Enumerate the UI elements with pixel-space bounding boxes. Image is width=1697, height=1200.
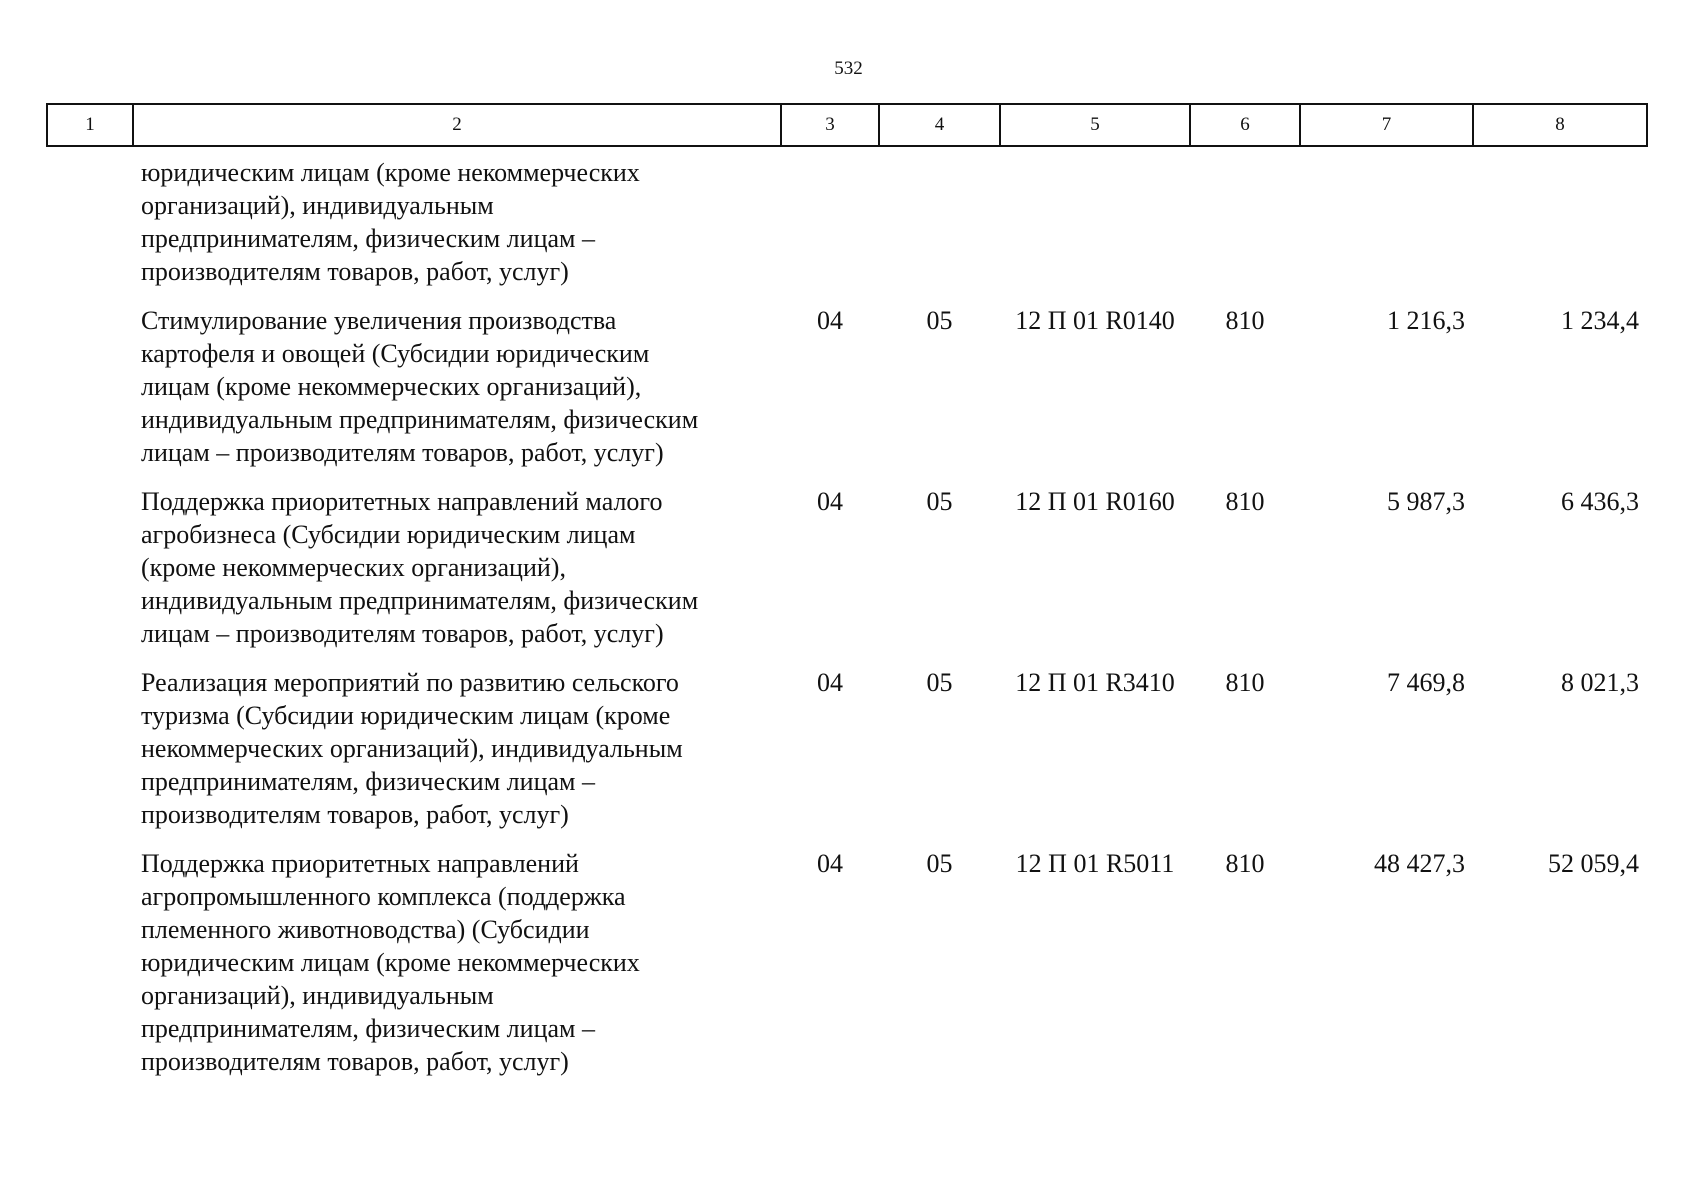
header-col-7: 7 <box>1300 104 1473 146</box>
subsection-cell <box>879 146 1000 304</box>
amount-year2-cell: 6 436,3 <box>1561 487 1639 516</box>
description-line: производителям товаров, работ, услуг) <box>141 800 569 829</box>
row-number-cell <box>47 146 133 304</box>
header-col-3: 3 <box>781 104 879 146</box>
subsection-cell: 05 <box>926 487 953 516</box>
description-line: некоммерческих организаций), индивидуальным <box>141 734 683 763</box>
amount-year1-cell: 5 987,3 <box>1387 487 1465 516</box>
section-cell: 04 <box>817 849 843 878</box>
row-number-cell <box>47 485 133 666</box>
section-cell: 04 <box>817 306 843 335</box>
subsection-cell: 05 <box>926 849 953 878</box>
description-line: индивидуальным предпринимателям, физическим <box>141 586 699 615</box>
expense-type-cell <box>1190 146 1300 304</box>
row-number-cell <box>47 304 133 485</box>
description-line: агропромышленного комплекса (поддержка <box>141 882 626 911</box>
amount-year1-cell: 1 216,3 <box>1387 306 1465 335</box>
amount-year1-cell: 7 469,8 <box>1387 668 1465 697</box>
description-cell <box>133 666 781 847</box>
description-line: предпринимателям, физическим лицам – <box>141 224 595 253</box>
description-line: туризма (Субсидии юридическим лицам (кроме <box>141 701 671 730</box>
page-number: 532 <box>834 58 863 79</box>
amount-year2-cell: 52 059,4 <box>1548 849 1639 878</box>
section-cell: 04 <box>817 487 843 516</box>
description-line: предпринимателям, физическим лицам – <box>141 1014 595 1043</box>
description-line: агробизнеса (Субсидии юридическим лицам <box>141 520 636 549</box>
description-line: племенного животноводства) (Субсидии <box>141 915 590 944</box>
header-col-2: 2 <box>133 104 781 146</box>
description-line: лицам (кроме некоммерческих организаций), <box>141 372 642 401</box>
header-col-6: 6 <box>1190 104 1300 146</box>
subsection-cell: 05 <box>926 668 953 697</box>
amount-year2-cell: 8 021,3 <box>1561 668 1639 697</box>
description-line: производителям товаров, работ, услуг) <box>141 1047 569 1076</box>
description-line: организаций), индивидуальным <box>141 981 494 1010</box>
target-article-cell: 12 П 01 R3410 <box>1015 668 1175 697</box>
table-row <box>47 666 1647 847</box>
header-col-1: 1 <box>47 104 133 146</box>
row-number-cell <box>47 847 133 1094</box>
description-line: индивидуальным предпринимателям, физическим <box>141 405 699 434</box>
description-cell <box>133 485 781 666</box>
description-line: предпринимателям, физическим лицам – <box>141 767 595 796</box>
subsection-cell: 05 <box>926 306 953 335</box>
table-row <box>47 847 1647 1094</box>
header-col-4: 4 <box>879 104 1000 146</box>
expense-type-cell: 810 <box>1225 306 1265 335</box>
section-cell: 04 <box>817 668 843 697</box>
description-line: Поддержка приоритетных направлений <box>141 849 579 878</box>
description-line: юридическим лицам (кроме некоммерческих <box>141 158 640 187</box>
expense-type-cell: 810 <box>1225 487 1265 516</box>
expense-type-cell: 810 <box>1225 668 1265 697</box>
description-line: Стимулирование увеличения производства <box>141 306 617 335</box>
table-body <box>47 146 1647 1094</box>
description-line: организаций), индивидуальным <box>141 191 494 220</box>
description-line: юридическим лицам (кроме некоммерческих <box>141 948 640 977</box>
description-line: лицам – производителям товаров, работ, услуг) <box>141 619 664 648</box>
table-row <box>47 304 1647 485</box>
description-cell <box>133 146 781 304</box>
target-article-cell <box>1000 146 1190 304</box>
header-col-5: 5 <box>1000 104 1190 146</box>
expense-type-cell: 810 <box>1225 849 1265 878</box>
table-row <box>47 146 1647 304</box>
description-line: производителям товаров, работ, услуг) <box>141 257 569 286</box>
description-line: Реализация мероприятий по развитию сельского <box>141 668 679 697</box>
description-line: Поддержка приоритетных направлений малого <box>141 487 663 516</box>
description-line: (кроме некоммерческих организаций), <box>141 553 566 582</box>
header-col-8: 8 <box>1473 104 1647 146</box>
amount-year1-cell: 48 427,3 <box>1374 849 1465 878</box>
amount-year2-cell: 1 234,4 <box>1561 306 1639 335</box>
header-row <box>47 104 1647 146</box>
description-cell <box>133 847 781 1094</box>
target-article-cell: 12 П 01 R5011 <box>1015 849 1175 878</box>
target-article-cell: 12 П 01 R0140 <box>1015 306 1175 335</box>
amount-year1-cell <box>1300 146 1473 304</box>
section-cell <box>781 146 879 304</box>
amount-year2-cell <box>1473 146 1647 304</box>
description-line: лицам – производителям товаров, работ, услуг) <box>141 438 664 467</box>
description-cell <box>133 304 781 485</box>
target-article-cell: 12 П 01 R0160 <box>1015 487 1175 516</box>
row-number-cell <box>47 666 133 847</box>
budget-table <box>46 103 1648 1094</box>
table-row <box>47 485 1647 666</box>
description-line: картофеля и овощей (Субсидии юридическим <box>141 339 650 368</box>
